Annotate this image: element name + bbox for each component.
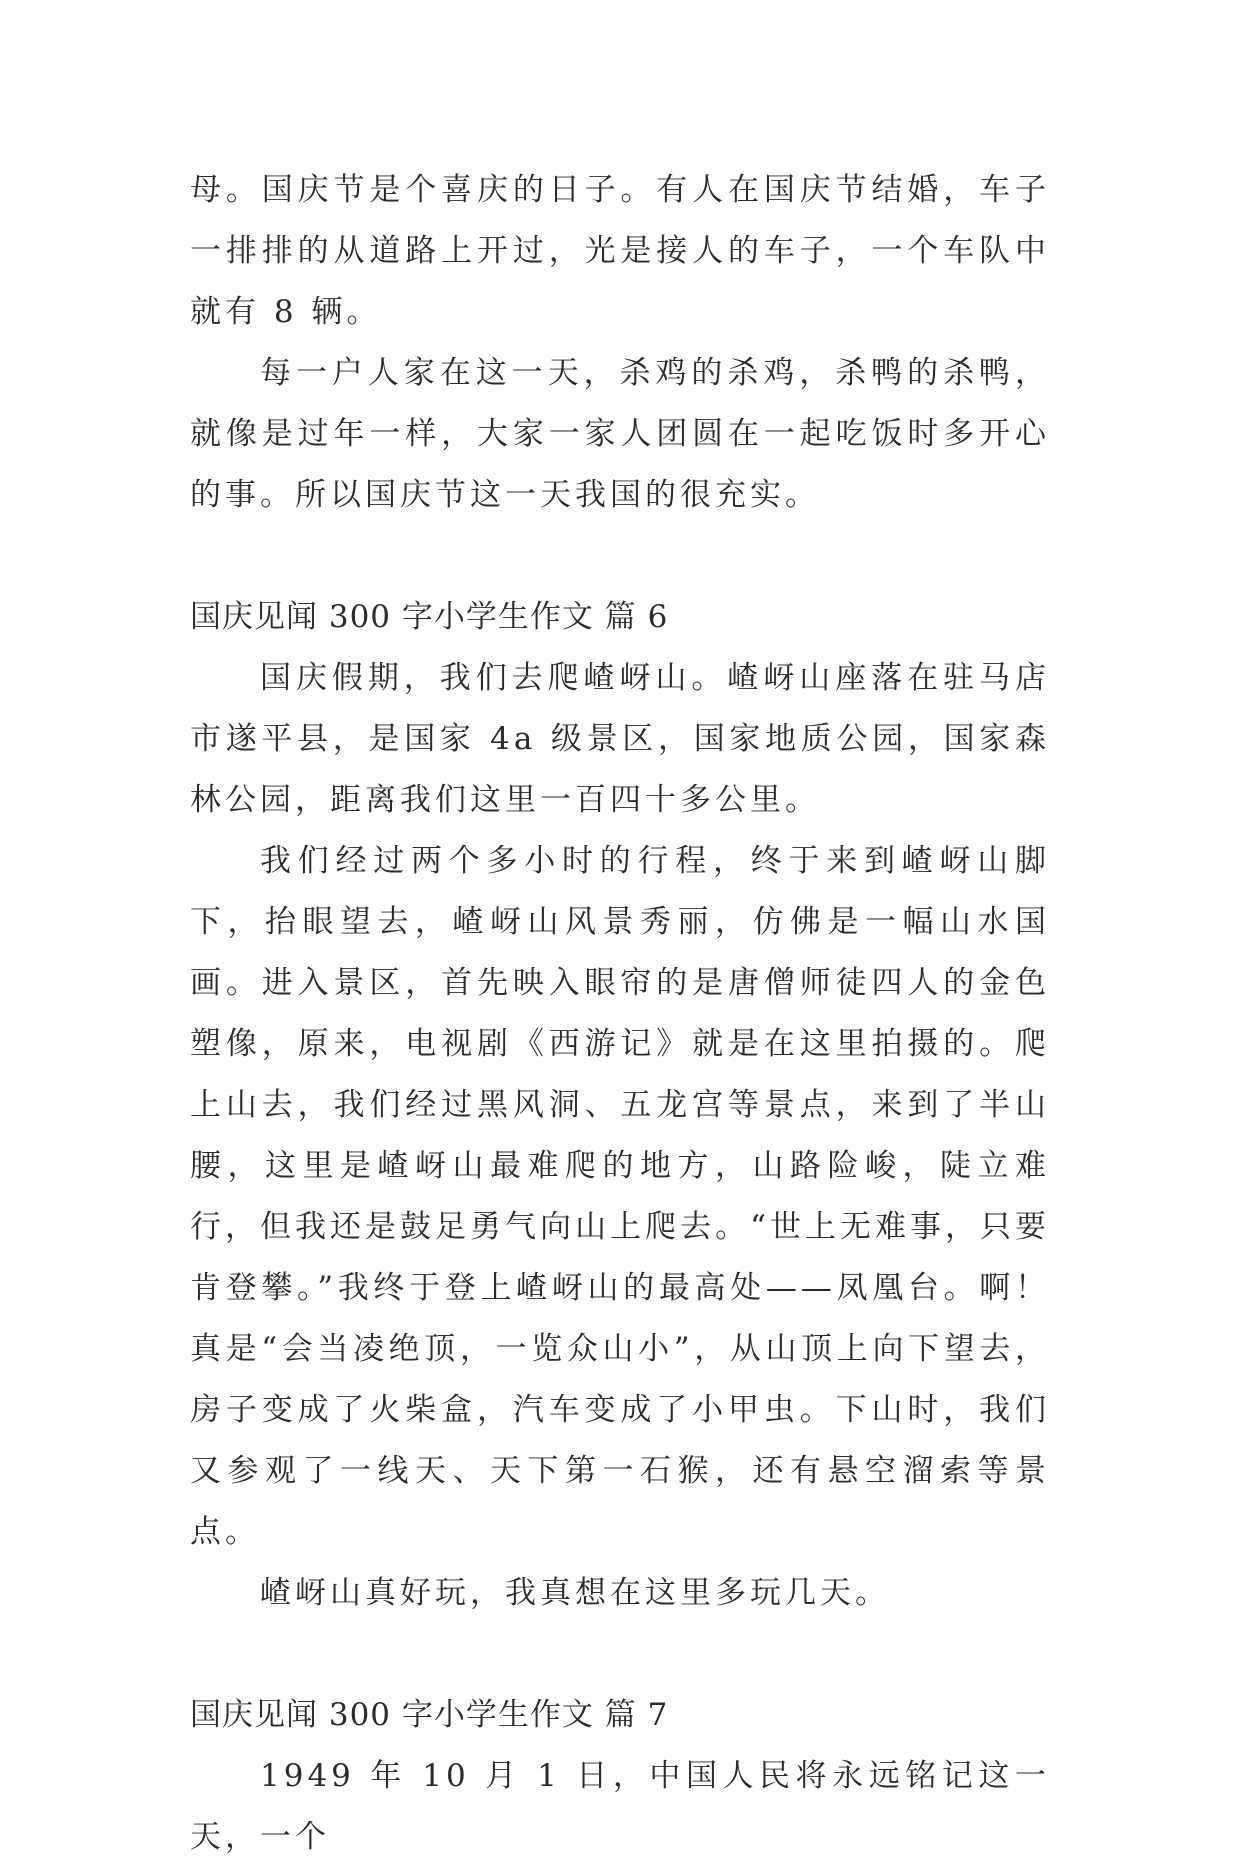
section-heading: 国庆见闻 300 字小学生作文 篇 7 <box>190 1697 669 1733</box>
section-spacer <box>190 526 1050 587</box>
paragraph: 嵖岈山真好玩，我真想在这里多玩几天。 <box>260 1575 890 1611</box>
paragraph: 1949 年 10 月 1 日，中国人民将永远铭记这一天，一个 <box>190 1758 1050 1855</box>
section-heading: 国庆见闻 300 字小学生作文 篇 6 <box>190 599 669 635</box>
section-spacer <box>190 1624 1050 1685</box>
paragraph: 我们经过两个多小时的行程，终于来到嵖岈山脚下，抬眼望去，嵖岈山风景秀丽，仿佛是一幅山水国画。进入景区，首先映入眼帘的是唐僧师徒四人的金色塑像，原来，电视剧《西游记》就是在这里拍摄的。爬上山去，我们经过黑风洞、五龙宫等景点，来到了半山腰，这里是嵖岈山最难爬的地方，山路险峻，陡立难行，但我还是鼓足勇气向山上爬去。“世上无难事，只要肯登攀。”我终于登上嵖岈山的最高处——凤凰台。啊！真是“会当凌绝顶，一览众山小”，从山顶上向下望去，房子变成了火柴盒，汽车变成了小甲虫。下山时，我们又参观了一线天、天下第一石猴，还有悬空溜索等景点。 <box>190 843 1050 1550</box>
document-body <box>190 160 1050 1868</box>
paragraph-continued: 母。国庆节是个喜庆的日子。有人在国庆节结婚，车子一排排的从道路上开过，光是接人的车子，一个车队中就有 8 辆。 <box>190 172 1050 330</box>
paragraph: 国庆假期，我们去爬嵖岈山。嵖岈山座落在驻马店市遂平县，是国家 4a 级景区，国家地质公园，国家森林公园，距离我们这里一百四十多公里。 <box>190 660 1050 818</box>
paragraph: 每一户人家在这一天，杀鸡的杀鸡，杀鸭的杀鸭，就像是过年一样，大家一家人团圆在一起吃饭时多开心的事。所以国庆节这一天我国的很充实。 <box>190 355 1050 513</box>
